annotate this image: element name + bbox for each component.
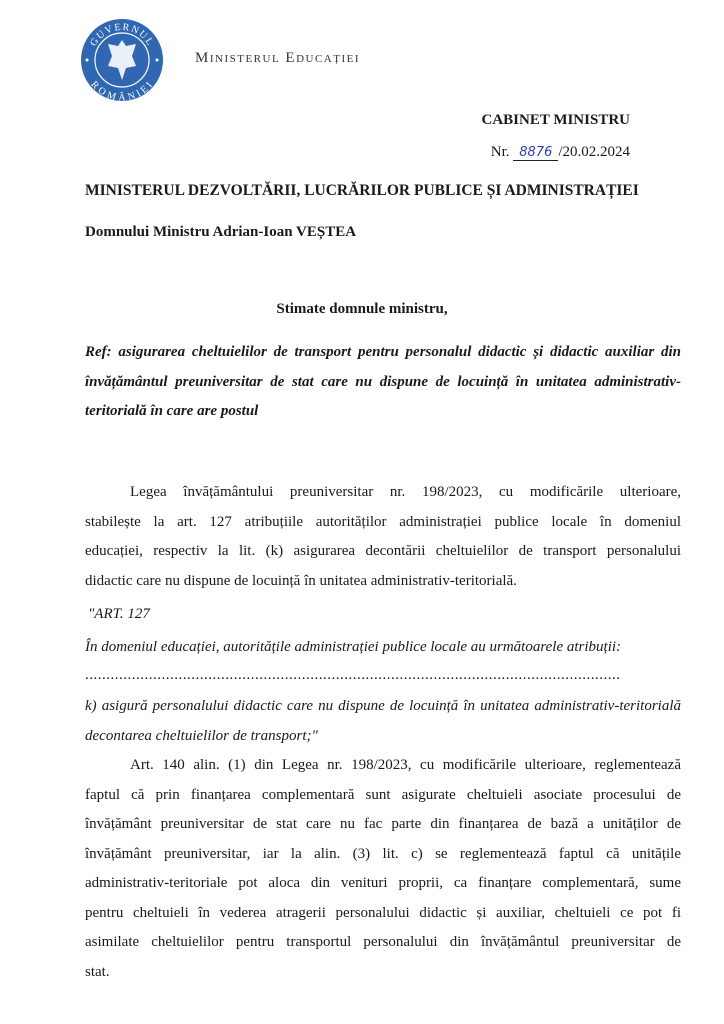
government-seal-logo — [80, 18, 164, 102]
text-line: Legea învățământului preuniversitar nr. 198/2023, cu modificările ulterioare, — [130, 484, 681, 500]
paragraph-1 — [85, 481, 681, 599]
text-line: administrativ-teritoriale pot aloca din venituri proprii, ca finanțare complementară, sume — [85, 875, 681, 891]
addressee: Domnului Ministru Adrian-Ioan VEȘTEA — [85, 224, 357, 240]
svg-text:ROMÂNIEI: ROMÂNIEI — [88, 79, 156, 102]
quote-article — [88, 603, 684, 633]
paragraph-2 — [85, 754, 681, 990]
text-line: pentru cheltuieli în vederea atragerii personalului didactic și auxiliar, cheltuieli ce pot fi — [85, 904, 681, 921]
quote-intro — [85, 636, 681, 666]
registration-number — [491, 144, 630, 161]
text-line: faptul că prin finanțarea complementară sunt asigurate cheltuieli asociate procesului de — [85, 786, 681, 803]
text-line: stat. — [85, 963, 110, 980]
text-line: decontarea cheltuielilor de transport;" — [85, 727, 318, 744]
quote-article-line: "ART. 127 — [88, 606, 150, 622]
ellipsis-line: .............................................................................................................................. — [85, 667, 621, 683]
cabinet-label: CABINET MINISTRU — [481, 112, 630, 128]
reference-subject — [85, 341, 681, 430]
text-line: învățământ preuniversitar, iar la alin. (3) lit. c) se reglementează faptul că unitățile — [85, 845, 681, 862]
text-line: k) asigură personalului didactic care nu dispune de locuință în unitatea administrativ-teritorială — [85, 698, 681, 714]
recipient-institution: MINISTERUL DEZVOLTĂRII, LUCRĂRILOR PUBLICE ȘI ADMINISTRAȚIEI — [85, 182, 639, 199]
salutation: Stimate domnule ministru, — [276, 301, 448, 317]
ministry-name: Ministerul Educației — [195, 50, 361, 66]
registration-date: /20.02.2024 — [558, 144, 630, 160]
handwritten-number: 8876 — [513, 145, 558, 161]
text-line: teritorială în care are postul — [85, 403, 259, 419]
quote-letter-k — [85, 695, 681, 754]
text-line: didactic care nu dispune de locuință în unitatea administrativ-teritorială. — [85, 572, 517, 589]
quote-ellipsis — [85, 664, 681, 694]
text-line: stabilește la art. 127 atribuțiile autorităților administrației publice locale în domeniul — [85, 513, 681, 530]
text-line: învățământul preuniversitar de stat care nu dispune de locuință în unitatea administrativ- — [85, 373, 681, 390]
text-line: învățământ preuniversitar de stat care nu fac parte din finanțarea de bază a unităților de — [85, 816, 681, 832]
registration-prefix: Nr. — [490, 144, 510, 160]
text-line: educației, respectiv la lit. (k) asigurarea decontării cheltuielilor de transport personalului — [85, 543, 681, 559]
text-line: Ref: asigurarea cheltuielilor de transport pentru personalul didactic și didactic auxiliar din — [85, 344, 681, 360]
quote-intro-line: În domeniul educației, autoritățile administrației publice locale au următoarele atribuții: — [85, 639, 622, 655]
svg-text:GUVERNUL: GUVERNUL — [88, 21, 156, 49]
text-line: Art. 140 alin. (1) din Legea nr. 198/2023, cu modificările ulterioare, reglementează — [130, 757, 681, 773]
text-line: asimilate cheltuielilor pentru transportul personalului din învățământul preuniversitar de — [85, 934, 681, 950]
